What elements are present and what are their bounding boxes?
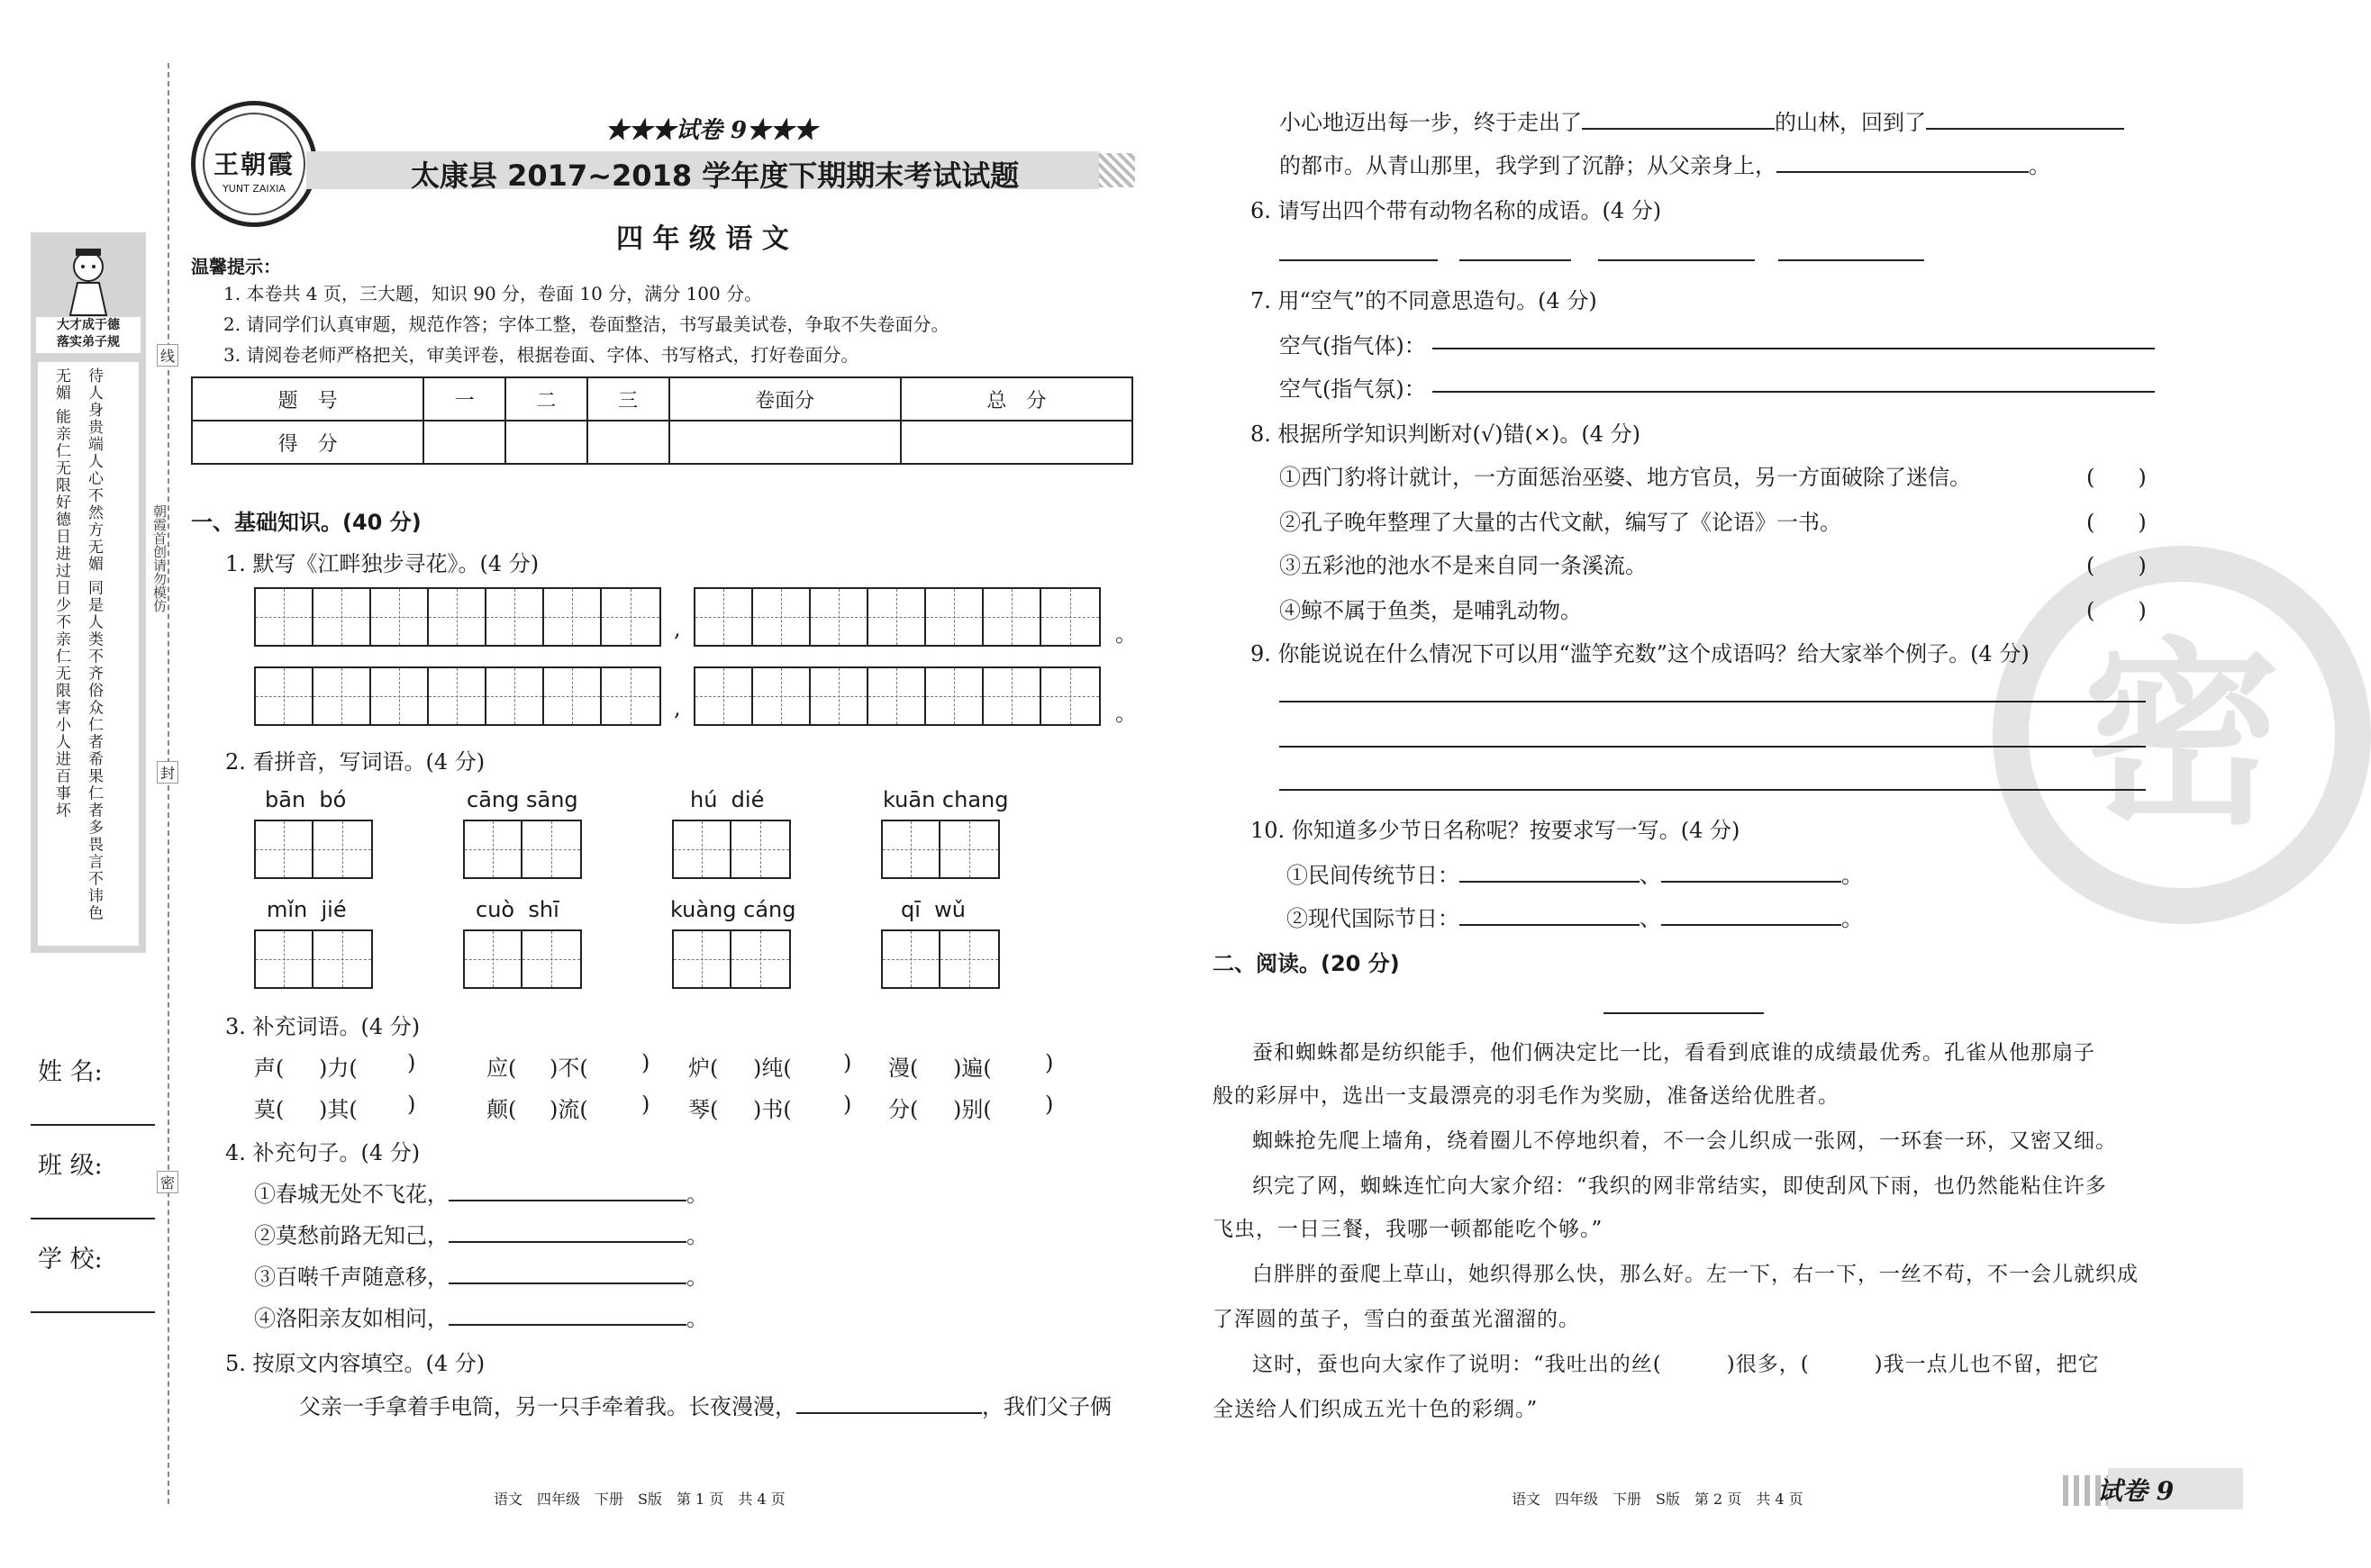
q8-item-4: ④鲸不属于鱼类，是哺乳动物。 (1279, 598, 1582, 623)
pinyin-label: cāng sāng (467, 787, 578, 812)
section1-heading: 一、基础知识。(40 分) (191, 510, 422, 535)
pinyin-grid[interactable] (881, 929, 1000, 989)
score-cell[interactable] (587, 421, 669, 464)
score-cell[interactable] (901, 421, 1132, 464)
motto-text-panel (38, 362, 139, 946)
q9-answer-line[interactable] (1279, 701, 2146, 702)
q5-text: 父亲一手拿着手电筒，另一只手牵着我。长夜漫漫， ，我们父子俩 (299, 1394, 1112, 1419)
reading-title-blank[interactable] (1603, 1012, 1764, 1014)
q7-blank-b[interactable] (1432, 391, 2155, 393)
poem-grid-line1a[interactable] (254, 587, 661, 647)
scholar-icon (58, 243, 119, 315)
q10-blank[interactable] (1661, 861, 1841, 883)
q3-row-1: 声( )力( ) 应( )不( ) 炉( )纯( ) 漫( )遍( ) (254, 1050, 1054, 1081)
class-field[interactable] (31, 1218, 155, 1219)
side-label-original: 朝霞首创 (151, 504, 168, 558)
motto-text: 待人身贵端人心不然方无媚 同是人类不齐俗众仁者希果仁者多畏言不讳色无媚 能亲仁无限好德日进过日少不亲仁无限害小人进百事坏 (52, 367, 103, 922)
pinyin-label: bān bó (265, 787, 347, 812)
q8-item-1: ①西门豹将计就计，一方面惩治巫婆、地方官员，另一方面破除了迷信。 (1279, 465, 1971, 490)
q4-blank[interactable] (449, 1263, 686, 1284)
comma: , (674, 616, 681, 641)
seal-mark-mi: 密 (157, 1171, 178, 1193)
q10-prompt: 10. 你知道多少节日名称呢？按要求写一写。(4 分) (1250, 818, 1740, 843)
pinyin-grid[interactable] (254, 820, 373, 879)
pinyin-label: kuān chang (883, 787, 1009, 812)
reading-line: 蚕和蜘蛛都是纺织能手，他们俩决定比一比，看看到底谁的成绩最优秀。孔雀从他那扇子 (1252, 1041, 2095, 1065)
q7-label-b: 空气(指气氛)： (1279, 376, 1426, 402)
class-label: 班 级: (38, 1152, 103, 1180)
seal-mark-xian: 线 (157, 344, 178, 367)
subject-title: 四 年 级 语 文 (616, 223, 789, 255)
q7-prompt: 7. 用“空气”的不同意思造句。(4 分) (1250, 288, 1597, 313)
q6-prompt: 6. 请写出四个带有动物名称的成语。(4 分) (1250, 198, 1662, 223)
pinyin-grid[interactable] (463, 929, 582, 989)
sidebar-motto-card (31, 232, 146, 953)
pinyin-grid[interactable] (463, 820, 582, 879)
side-label-no-copy: 请勿模仿 (151, 558, 168, 612)
pinyin-label: hú dié (690, 787, 765, 812)
score-cell[interactable] (505, 421, 587, 464)
pinyin-label: cuò shī (476, 897, 559, 922)
name-label: 姓 名: (38, 1058, 103, 1086)
q8-item-3: ③五彩池的池水不是来自同一条溪流。 (1279, 553, 1647, 578)
q8-answer-bracket[interactable]: ( ) (2086, 510, 2147, 535)
q9-answer-line[interactable] (1279, 746, 2146, 748)
q9-prompt: 9. 你能说说在什么情况下可以用“滥竽充数”这个成语吗？给大家举个例子。(4 分) (1250, 641, 2030, 666)
score-header-3: 三 (587, 377, 669, 421)
paper-badge: ★★★试卷 9★★★ (605, 117, 818, 144)
q1-prompt: 1. 默写《江畔独步寻花》。(4 分) (225, 551, 540, 576)
binding-line (168, 63, 169, 1504)
period: 。 (1115, 701, 1137, 726)
q10-international: ②现代国际节日： 、 。 (1286, 906, 1863, 931)
q5-blank[interactable] (1776, 151, 2029, 173)
q5-blank[interactable] (1926, 108, 2124, 130)
period: 。 (1115, 621, 1137, 647)
q3-row-2: 莫( )其( ) 颠( )流( ) 琴( )书( ) 分( )别( ) (254, 1092, 1054, 1122)
reading-line: 了浑圆的茧子，雪白的蚕茧光溜溜的。 (1213, 1308, 1580, 1331)
q7-blank-a[interactable] (1432, 348, 2155, 349)
q8-answer-bracket[interactable]: ( ) (2086, 553, 2147, 578)
watermark-seal: 密 (1993, 546, 2371, 924)
q4-blank[interactable] (449, 1221, 686, 1243)
poem-grid-line1b[interactable] (694, 587, 1101, 647)
q4-blank[interactable] (449, 1304, 686, 1326)
q5-continued: 小心地迈出每一步，终于走出了 的山林，回到了 (1279, 104, 2124, 136)
pinyin-grid[interactable] (881, 820, 1000, 879)
pinyin-label: qī wǔ (901, 897, 966, 922)
q5-prompt: 5. 按原文内容填空。(4 分) (225, 1351, 486, 1376)
score-table (191, 376, 1133, 465)
q4-item-2: ②莫愁前路无知己， 。 (254, 1223, 708, 1248)
tip-3: 3. 请阅卷老师严格把关，审美评卷，根据卷面、字体、书写格式，打好卷面分。 (223, 344, 859, 366)
tip-2: 2. 请同学们认真审题，规范作答；字体工整，卷面整洁，书写最美试卷，争取不失卷面分。 (223, 313, 949, 335)
q10-blank[interactable] (1459, 861, 1640, 883)
q8-answer-bracket[interactable]: ( ) (2086, 465, 2147, 490)
pinyin-grid[interactable] (672, 929, 791, 989)
score-table-header-row (192, 377, 1132, 421)
pinyin-label: mǐn jié (267, 897, 347, 922)
exam-title: 太康县 2017~2018 学年度下期期末考试试题 (411, 159, 1020, 193)
reading-line: 般的彩屏中，选出一支最漂亮的羽毛作为奖励，准备送给优胜者。 (1213, 1084, 1840, 1108)
q5-blank[interactable] (796, 1392, 982, 1414)
q6-blank[interactable] (1778, 259, 1924, 261)
publisher-logo: 王朝霞 YUNT ZAIXIA (191, 101, 317, 227)
q10-traditional: ①民间传统节日： 、 。 (1286, 863, 1863, 888)
q6-blank[interactable] (1459, 259, 1571, 261)
q5-continued-2: 的都市。从青山那里，我学到了沉静；从父亲身上， 。 (1279, 153, 2050, 178)
section2-heading: 二、阅读。(20 分) (1213, 951, 1400, 976)
q8-answer-bracket[interactable]: ( ) (2086, 598, 2147, 623)
score-header-2: 二 (505, 377, 587, 421)
q7-label-a: 空气(指气体)： (1279, 333, 1426, 358)
school-field[interactable] (31, 1311, 155, 1313)
score-header-total: 总 分 (901, 377, 1132, 421)
q4-item-1: ①春城无处不飞花， 。 (254, 1182, 708, 1207)
reading-line: 这时，蚕也向大家作了说明：“我吐出的丝( )很多，( )我一点儿也不留，把它 (1252, 1353, 2100, 1376)
reading-line: 织完了网，蜘蛛连忙向大家介绍：“我织的网非常结实，即使刮风下雨，也仍然能粘住许多 (1252, 1174, 2107, 1198)
q5-blank[interactable] (1582, 108, 1775, 130)
right-footer: 语文 四年级 下册 S版 第 2 页 共 4 页 (1512, 1491, 1803, 1508)
tip-1: 1. 本卷共 4 页，三大题，知识 90 分，卷面 10 分，满分 100 分。 (223, 283, 763, 304)
reading-line: 全送给人们织成五光十色的彩绸。” (1213, 1398, 1539, 1421)
poem-grid-line2b[interactable] (694, 666, 1101, 726)
q10-blank[interactable] (1459, 904, 1640, 926)
q4-item-3: ③百啭千声随意移， 。 (254, 1264, 708, 1290)
q8-prompt: 8. 根据所学知识判断对(√)错(×)。(4 分) (1250, 421, 1641, 447)
q2-prompt: 2. 看拼音，写词语。(4 分) (225, 749, 486, 775)
q6-blank[interactable] (1279, 259, 1438, 261)
pinyin-grid[interactable] (672, 820, 791, 879)
corner-badge: 试卷 9 (2097, 1476, 2175, 1506)
q3-prompt: 3. 补充词语。(4 分) (225, 1014, 421, 1039)
pinyin-label: kuàng cáng (670, 897, 796, 922)
q10-blank[interactable] (1661, 904, 1841, 926)
score-cell[interactable] (423, 421, 505, 464)
pinyin-grid[interactable] (254, 929, 373, 989)
reading-line: 飞虫，一日三餐，我哪一顿都能吃个够。” (1213, 1218, 1603, 1241)
seal-mark-feng: 封 (157, 761, 178, 784)
reading-line: 白胖胖的蚕爬上草山，她织得那么快，那么好。左一下，右一下，一丝不苟，不一会儿就织成 (1252, 1263, 2139, 1286)
score-header-1: 一 (423, 377, 505, 421)
q4-prompt: 4. 补充句子。(4 分) (225, 1140, 421, 1165)
q6-blank[interactable] (1598, 259, 1755, 261)
motto-heading: 大才成于德 落实弟子规 (36, 317, 141, 353)
left-footer: 语文 四年级 下册 S版 第 1 页 共 4 页 (494, 1491, 786, 1508)
reading-line: 蜘蛛抢先爬上墙角，绕着圈儿不停地织着，不一会儿织成一张网，一环套一环，又密又细。 (1252, 1129, 2117, 1153)
score-table-row (192, 421, 1132, 464)
q9-answer-line[interactable] (1279, 789, 2146, 791)
score-header-neatness: 卷面分 (669, 377, 901, 421)
score-cell[interactable] (669, 421, 901, 464)
score-header-label: 题 号 (192, 377, 423, 421)
score-row-label: 得 分 (192, 421, 423, 464)
name-field[interactable] (31, 1124, 155, 1126)
banner-pattern (1099, 153, 1135, 187)
comma: , (674, 695, 681, 721)
q8-item-2: ②孔子晚年整理了大量的古代文献，编写了《论语》一书。 (1279, 510, 1841, 535)
school-label: 学 校: (38, 1246, 103, 1273)
q4-item-4: ④洛阳亲友如相问， 。 (254, 1306, 708, 1331)
tips-heading: 温馨提示： (191, 256, 281, 277)
q4-blank[interactable] (449, 1180, 686, 1201)
poem-grid-line2a[interactable] (254, 666, 661, 726)
